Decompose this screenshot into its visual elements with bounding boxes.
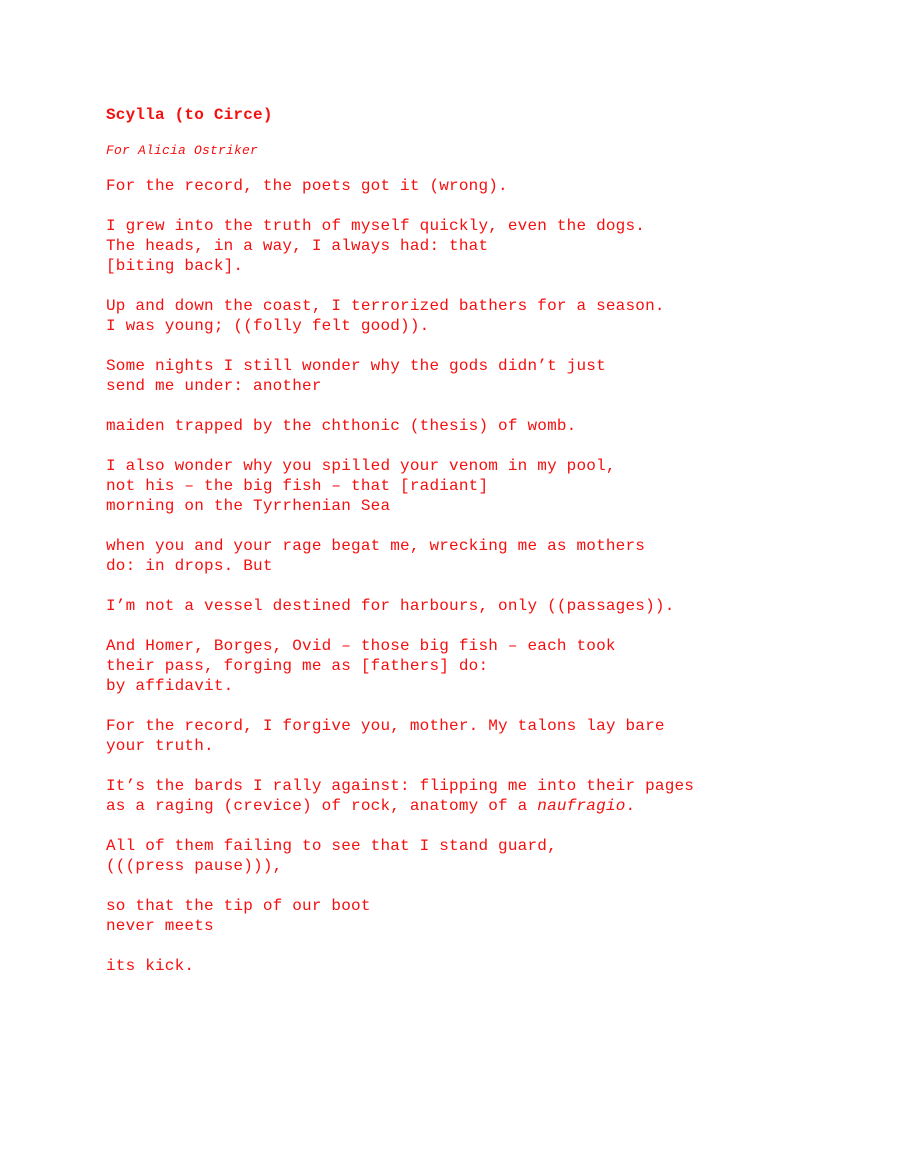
poem-line: your truth. — [106, 737, 214, 755]
poem-dedication: For Alicia Ostriker — [106, 143, 259, 158]
poem-line: I was young; ((folly felt good)). — [106, 317, 430, 335]
line-text-after: . — [625, 797, 636, 815]
line-text-before: as a raging (crevice) of rock, anatomy of a — [106, 797, 538, 815]
stanza-11 — [106, 776, 866, 816]
poem-line: never meets — [106, 917, 214, 935]
poem-line: their pass, forging me as [fathers] do: — [106, 657, 489, 675]
poem-line: morning on the Tyrrhenian Sea — [106, 497, 391, 515]
poem-line: For the record, I forgive you, mother. My talons lay bare — [106, 717, 665, 735]
poem-line: [biting back]. — [106, 257, 244, 275]
poem-line: do: in drops. But — [106, 557, 273, 575]
poem-line: maiden trapped by the chthonic (thesis) of womb. — [106, 417, 577, 435]
stanza-14 — [106, 956, 866, 976]
stanza-7 — [106, 536, 866, 576]
stanza-6 — [106, 456, 866, 516]
stanza-13 — [106, 896, 866, 936]
poem-line: The heads, in a way, I always had: that — [106, 237, 489, 255]
poem-line-with-italic — [106, 796, 866, 816]
poem-line: All of them failing to see that I stand guard, — [106, 837, 557, 855]
poem-line: Some nights I still wonder why the gods didn’t just — [106, 357, 606, 375]
italic-word: naufragio — [537, 797, 626, 815]
stanza-10 — [106, 716, 866, 756]
stanza-8 — [106, 596, 866, 616]
poem-line: I’m not a vessel destined for harbours, only ((passages)). — [106, 597, 675, 615]
stanza-2 — [106, 216, 866, 276]
stanza-9 — [106, 636, 866, 696]
stanza-5 — [106, 416, 866, 436]
stanza-3 — [106, 296, 866, 336]
poem-line: so that the tip of our boot — [106, 897, 371, 915]
poem-line: its kick. — [106, 957, 195, 975]
poem-line: It’s the bards I rally against: flipping me into their pages — [106, 777, 695, 795]
poem-line: For the record, the poets got it (wrong). — [106, 177, 508, 195]
poem-line: send me under: another — [106, 377, 322, 395]
poem-title: Scylla (to Circe) — [106, 106, 273, 124]
poem-line: by affidavit. — [106, 677, 234, 695]
stanza-1 — [106, 176, 866, 196]
stanza-4 — [106, 356, 866, 396]
poem-line: I grew into the truth of myself quickly, even the dogs. — [106, 217, 646, 235]
poem — [106, 105, 866, 996]
poem-line: Up and down the coast, I terrorized bathers for a season. — [106, 297, 665, 315]
poem-line: when you and your rage begat me, wrecking me as mothers — [106, 537, 646, 555]
poem-line: (((press pause))), — [106, 857, 283, 875]
stanza-12 — [106, 836, 866, 876]
poem-line: I also wonder why you spilled your venom in my pool, — [106, 457, 616, 475]
poem-line: not his – the big fish – that [radiant] — [106, 477, 489, 495]
poem-line: And Homer, Borges, Ovid – those big fish – each took — [106, 637, 616, 655]
